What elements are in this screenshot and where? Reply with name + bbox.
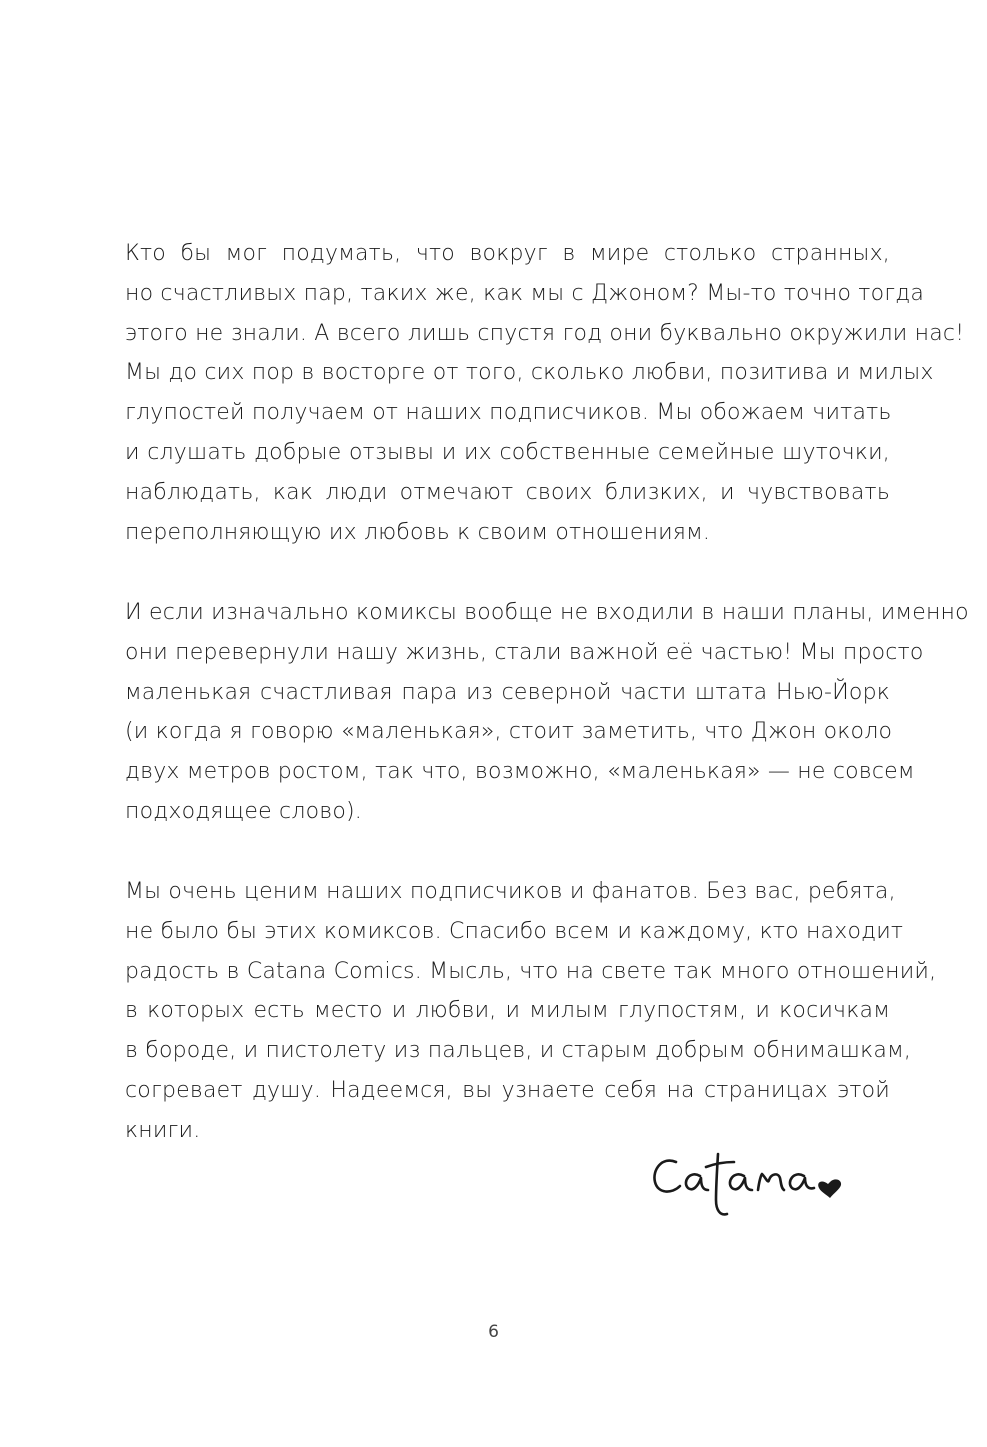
text-line: радость в Catana Comics. Мысль, что на свете так много отношений, (125, 958, 937, 984)
text-line: И если изначально комиксы вообще не входили в наши планы, именно (125, 600, 969, 625)
page-number: 6 (488, 1322, 499, 1342)
text-line: наблюдать, как люди отмечают своих близких, и чувствовать (125, 479, 890, 505)
text-line: маленькая счастливая пара из северной части штата Нью-Йорк (125, 679, 890, 705)
text-line: подходящее слово). (125, 798, 362, 824)
heart-icon (818, 1179, 841, 1198)
text-line: и слушать добрые отзывы и их собственные семейные шуточки, (125, 439, 890, 465)
text-line: переполняющую их любовь к своим отношениям. (125, 519, 711, 545)
text-line: они перевернули нашу жизнь, стали важной её частью! Мы просто (125, 639, 924, 665)
text-line: в бороде, и пистолету из пальцев, и старым добрым обнимашкам, (125, 1038, 912, 1064)
text-line: Мы очень ценим наших подписчиков и фанатов. Без вас, ребята, (125, 879, 896, 904)
catana-signature (648, 1140, 853, 1225)
text-line: этого не знали. А всего лишь спустя год они буквально окружили нас! (125, 320, 965, 346)
paragraph-2 (125, 593, 969, 832)
text-line: Кто бы мог подумать, что вокруг в мире столько странных, (125, 241, 890, 266)
text-line: Мы до сих пор в восторге от того, сколько любви, позитива и милых (125, 360, 934, 386)
text-line: глупостей получаем от наших подписчиков. Мы обожаем читать (125, 400, 892, 426)
text-line: двух метров ростом, так что, возможно, «маленькая» — не совсем (125, 759, 915, 785)
text-line: но счастливых пар, таких же, как мы с Джоном? Мы-то точно тогда (125, 280, 925, 306)
text-line: не было бы этих комиксов. Спасибо всем и каждому, кто находит (125, 918, 904, 944)
text-line: книги. (125, 1117, 201, 1143)
text-line: в которых есть место и любви, и милым глупостям, и косичкам (125, 998, 890, 1024)
text-line: (и когда я говорю «маленькая», стоит заметить, что Джон около (125, 719, 893, 745)
paragraph-1 (125, 234, 965, 552)
paragraph-3 (125, 872, 937, 1151)
text-line: согревает душу. Надеемся, вы узнаете себя на страницах этой (125, 1077, 890, 1103)
